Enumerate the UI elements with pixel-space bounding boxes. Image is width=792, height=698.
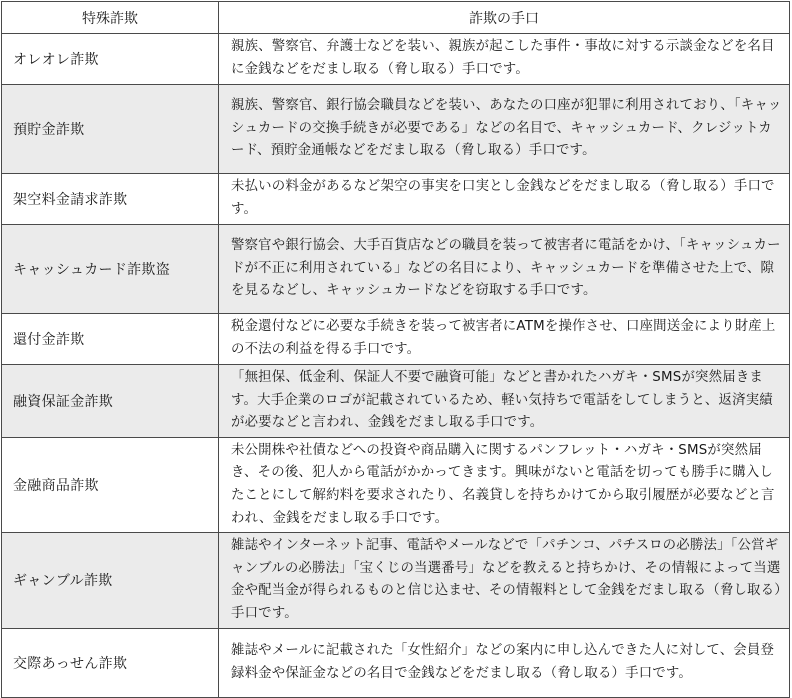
fraud-description: 雑誌やインターネット記事、電話やメールなどで「パチンコ、パチスロの必勝法」「公営ギャンブルの必勝法」「宝くじの当選番号」などを教えると持ちかけ、その情報によって当選金や配当金が得られるものと信じ込ませ、その情報料として金銭をだまし取る（脅し取る）手口です。 xyxy=(219,533,790,628)
fraud-description: 親族、警察官、弁護士などを装い、親族が起こした事件・事故に対する示談金などを名目に金銭などをだまし取る（脅し取る）手口です。 xyxy=(219,34,790,85)
fraud-type: キャッシュカード詐欺盗 xyxy=(2,225,219,314)
fraud-description: 未払いの料金があるなど架空の事実を口実とし金銭などをだまし取る（脅し取る）手口です。 xyxy=(219,174,790,225)
fraud-description: 税金還付などに必要な手続きを装って被害者にATMを操作させ、口座間送金により財産上の不法の利益を得る手口です。 xyxy=(219,314,790,365)
fraud-type: オレオレ詐欺 xyxy=(2,34,219,85)
fraud-type: 還付金詐欺 xyxy=(2,314,219,365)
table-row xyxy=(2,533,790,628)
fraud-type: 交際あっせん詐欺 xyxy=(2,628,219,697)
column-header-type: 特殊詐欺 xyxy=(2,2,219,34)
fraud-description: 未公開株や社債などへの投資や商品購入に関するパンフレット・ハガキ・SMSが突然届き、その後、犯人から電話がかかってきます。興味がないと電話を切っても勝手に購入したことにして解約料を要求されたり、名義貸しを持ちかけてから取引履歴が必要などと言われ、金銭をだまし取る手口です。 xyxy=(219,437,790,532)
table-header-row xyxy=(2,2,790,34)
table-row xyxy=(2,628,790,697)
table-row xyxy=(2,34,790,85)
column-header-method: 詐欺の手口 xyxy=(219,2,790,34)
fraud-type: ギャンブル詐欺 xyxy=(2,533,219,628)
fraud-type: 金融商品詐欺 xyxy=(2,437,219,532)
fraud-description: 雑誌やメールに記載された「女性紹介」などの案内に申し込んできた人に対して、会員登録料金や保証金などの名目で金銭などをだまし取る（脅し取る）手口です。 xyxy=(219,628,790,697)
table-row xyxy=(2,314,790,365)
fraud-type: 預貯金詐欺 xyxy=(2,85,219,174)
fraud-types-table xyxy=(1,1,790,698)
table-row xyxy=(2,225,790,314)
fraud-type: 融資保証金詐欺 xyxy=(2,365,219,438)
table-row xyxy=(2,365,790,438)
fraud-description: 「無担保、低金利、保証人不要で融資可能」などと書かれたハガキ・SMSが突然届きます。大手企業のロゴが記載されているため、軽い気持ちで電話をしてしまうと、返済実績が必要などと言われ、金銭をだまし取る手口です。 xyxy=(219,365,790,438)
table-row xyxy=(2,85,790,174)
fraud-description: 親族、警察官、銀行協会職員などを装い、あなたの口座が犯罪に利用されており、「キャッシュカードの交換手続きが必要である」などの名目で、キャッシュカード、クレジットカード、預貯金通帳などをだまし取る（脅し取る）手口です。 xyxy=(219,85,790,174)
fraud-description: 警察官や銀行協会、大手百貨店などの職員を装って被害者に電話をかけ、「キャッシュカードが不正に利用されている」などの名目により、キャッシュカードを準備させた上で、隙を見るなどし、キャッシュカードなどを窃取する手口です。 xyxy=(219,225,790,314)
table-row xyxy=(2,174,790,225)
table-row xyxy=(2,437,790,532)
fraud-type: 架空料金請求詐欺 xyxy=(2,174,219,225)
